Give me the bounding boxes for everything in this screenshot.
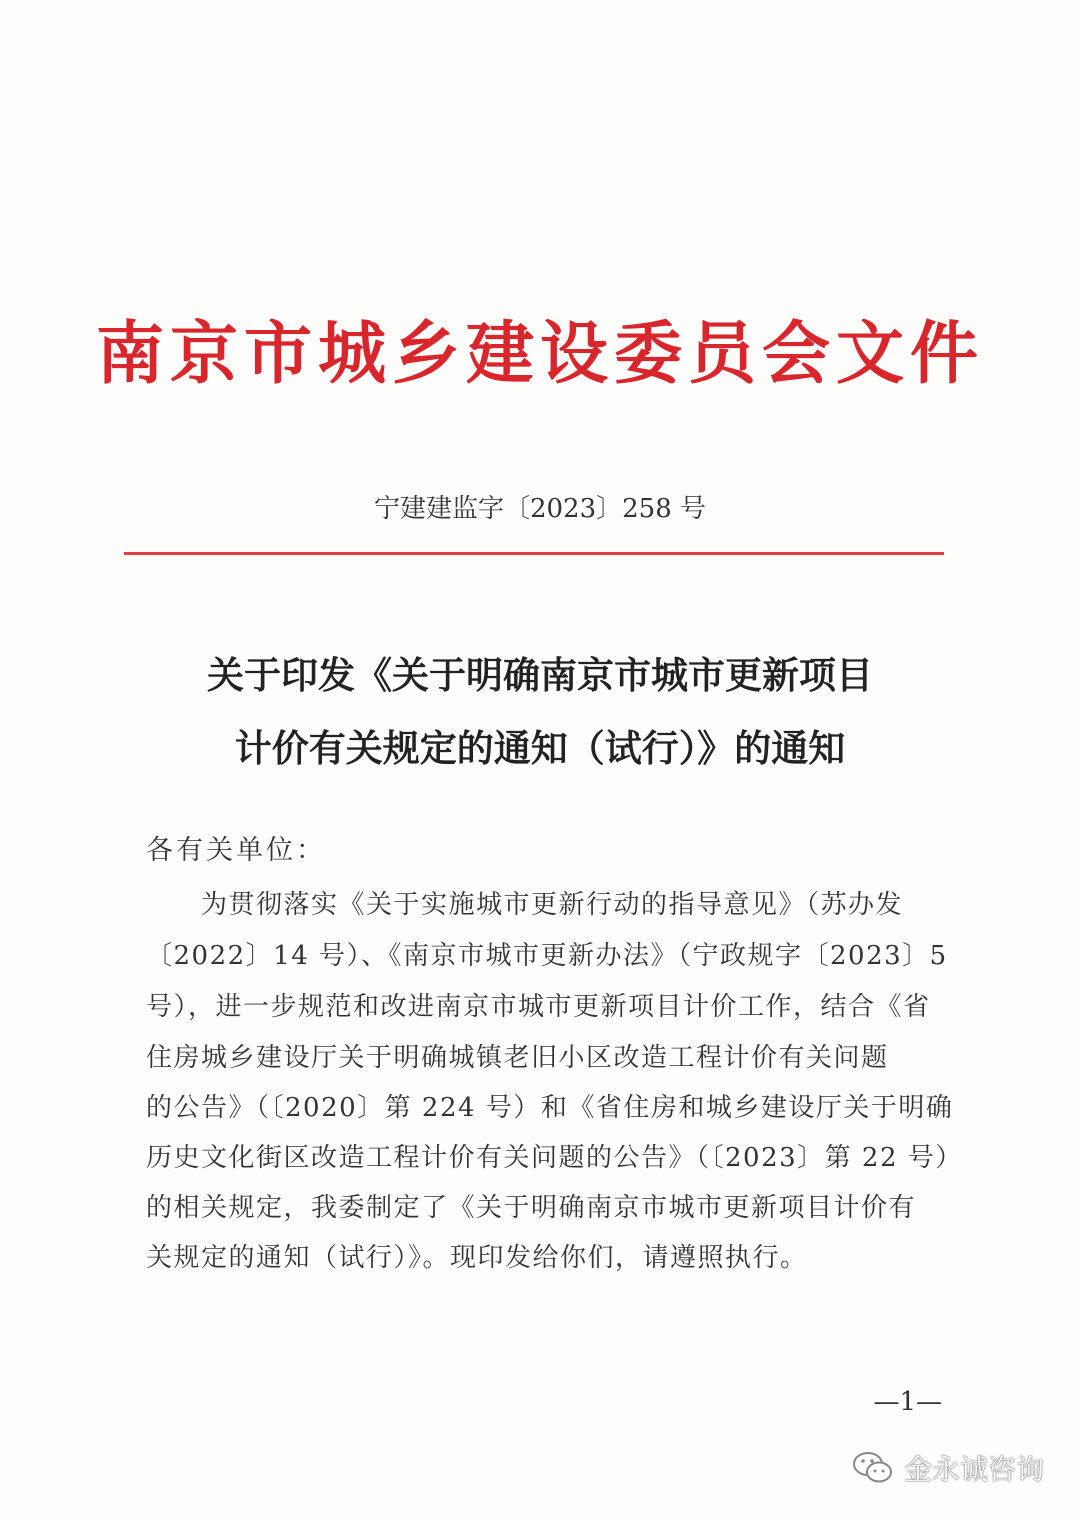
notice-title-line-1: 关于印发《关于明确南京市城市更新项目: [207, 653, 873, 697]
body-line: 号），进一步规范和改进南京市城市更新项目计价工作，结合《省: [146, 992, 931, 1022]
wechat-watermark: [852, 1448, 1044, 1488]
body-line: 的公告》（〔2020〕第 224 号）和《省住房和城乡建设厅关于明确: [146, 1093, 954, 1123]
body-line: 关规定的通知（试行）》。现印发给你们，请遵照执行。: [146, 1243, 808, 1273]
body-line: 住房城乡建设厅关于明确城镇老旧小区改造工程计价有关问题: [146, 1043, 889, 1073]
notice-title-line-2: 计价有关规定的通知（试行）》的通知: [234, 726, 846, 770]
body-line: 的相关规定，我委制定了《关于明确南京市城市更新项目计价有: [146, 1193, 917, 1223]
body-line: 〔2022〕14 号）、《南京市城市更新办法》（宁政规字〔2023〕5: [146, 941, 948, 971]
issuer-title: 南京市城乡建设委员会文件: [95, 314, 984, 394]
watermark-label: 金永诚咨询: [903, 1453, 1044, 1486]
salutation: 各有关单位：: [146, 835, 326, 866]
document-number: 宁建建监字〔2023〕258 号: [373, 494, 707, 524]
red-divider: [124, 552, 944, 555]
page-number: —1—: [873, 1387, 942, 1417]
wechat-icon: [852, 1450, 894, 1486]
body-line: 为贯彻落实《关于实施城市更新行动的指导意见》（苏办发: [146, 890, 904, 920]
body-line: 历史文化街区改造工程计价有关问题的公告》（〔2023〕第 22 号）: [146, 1143, 963, 1173]
